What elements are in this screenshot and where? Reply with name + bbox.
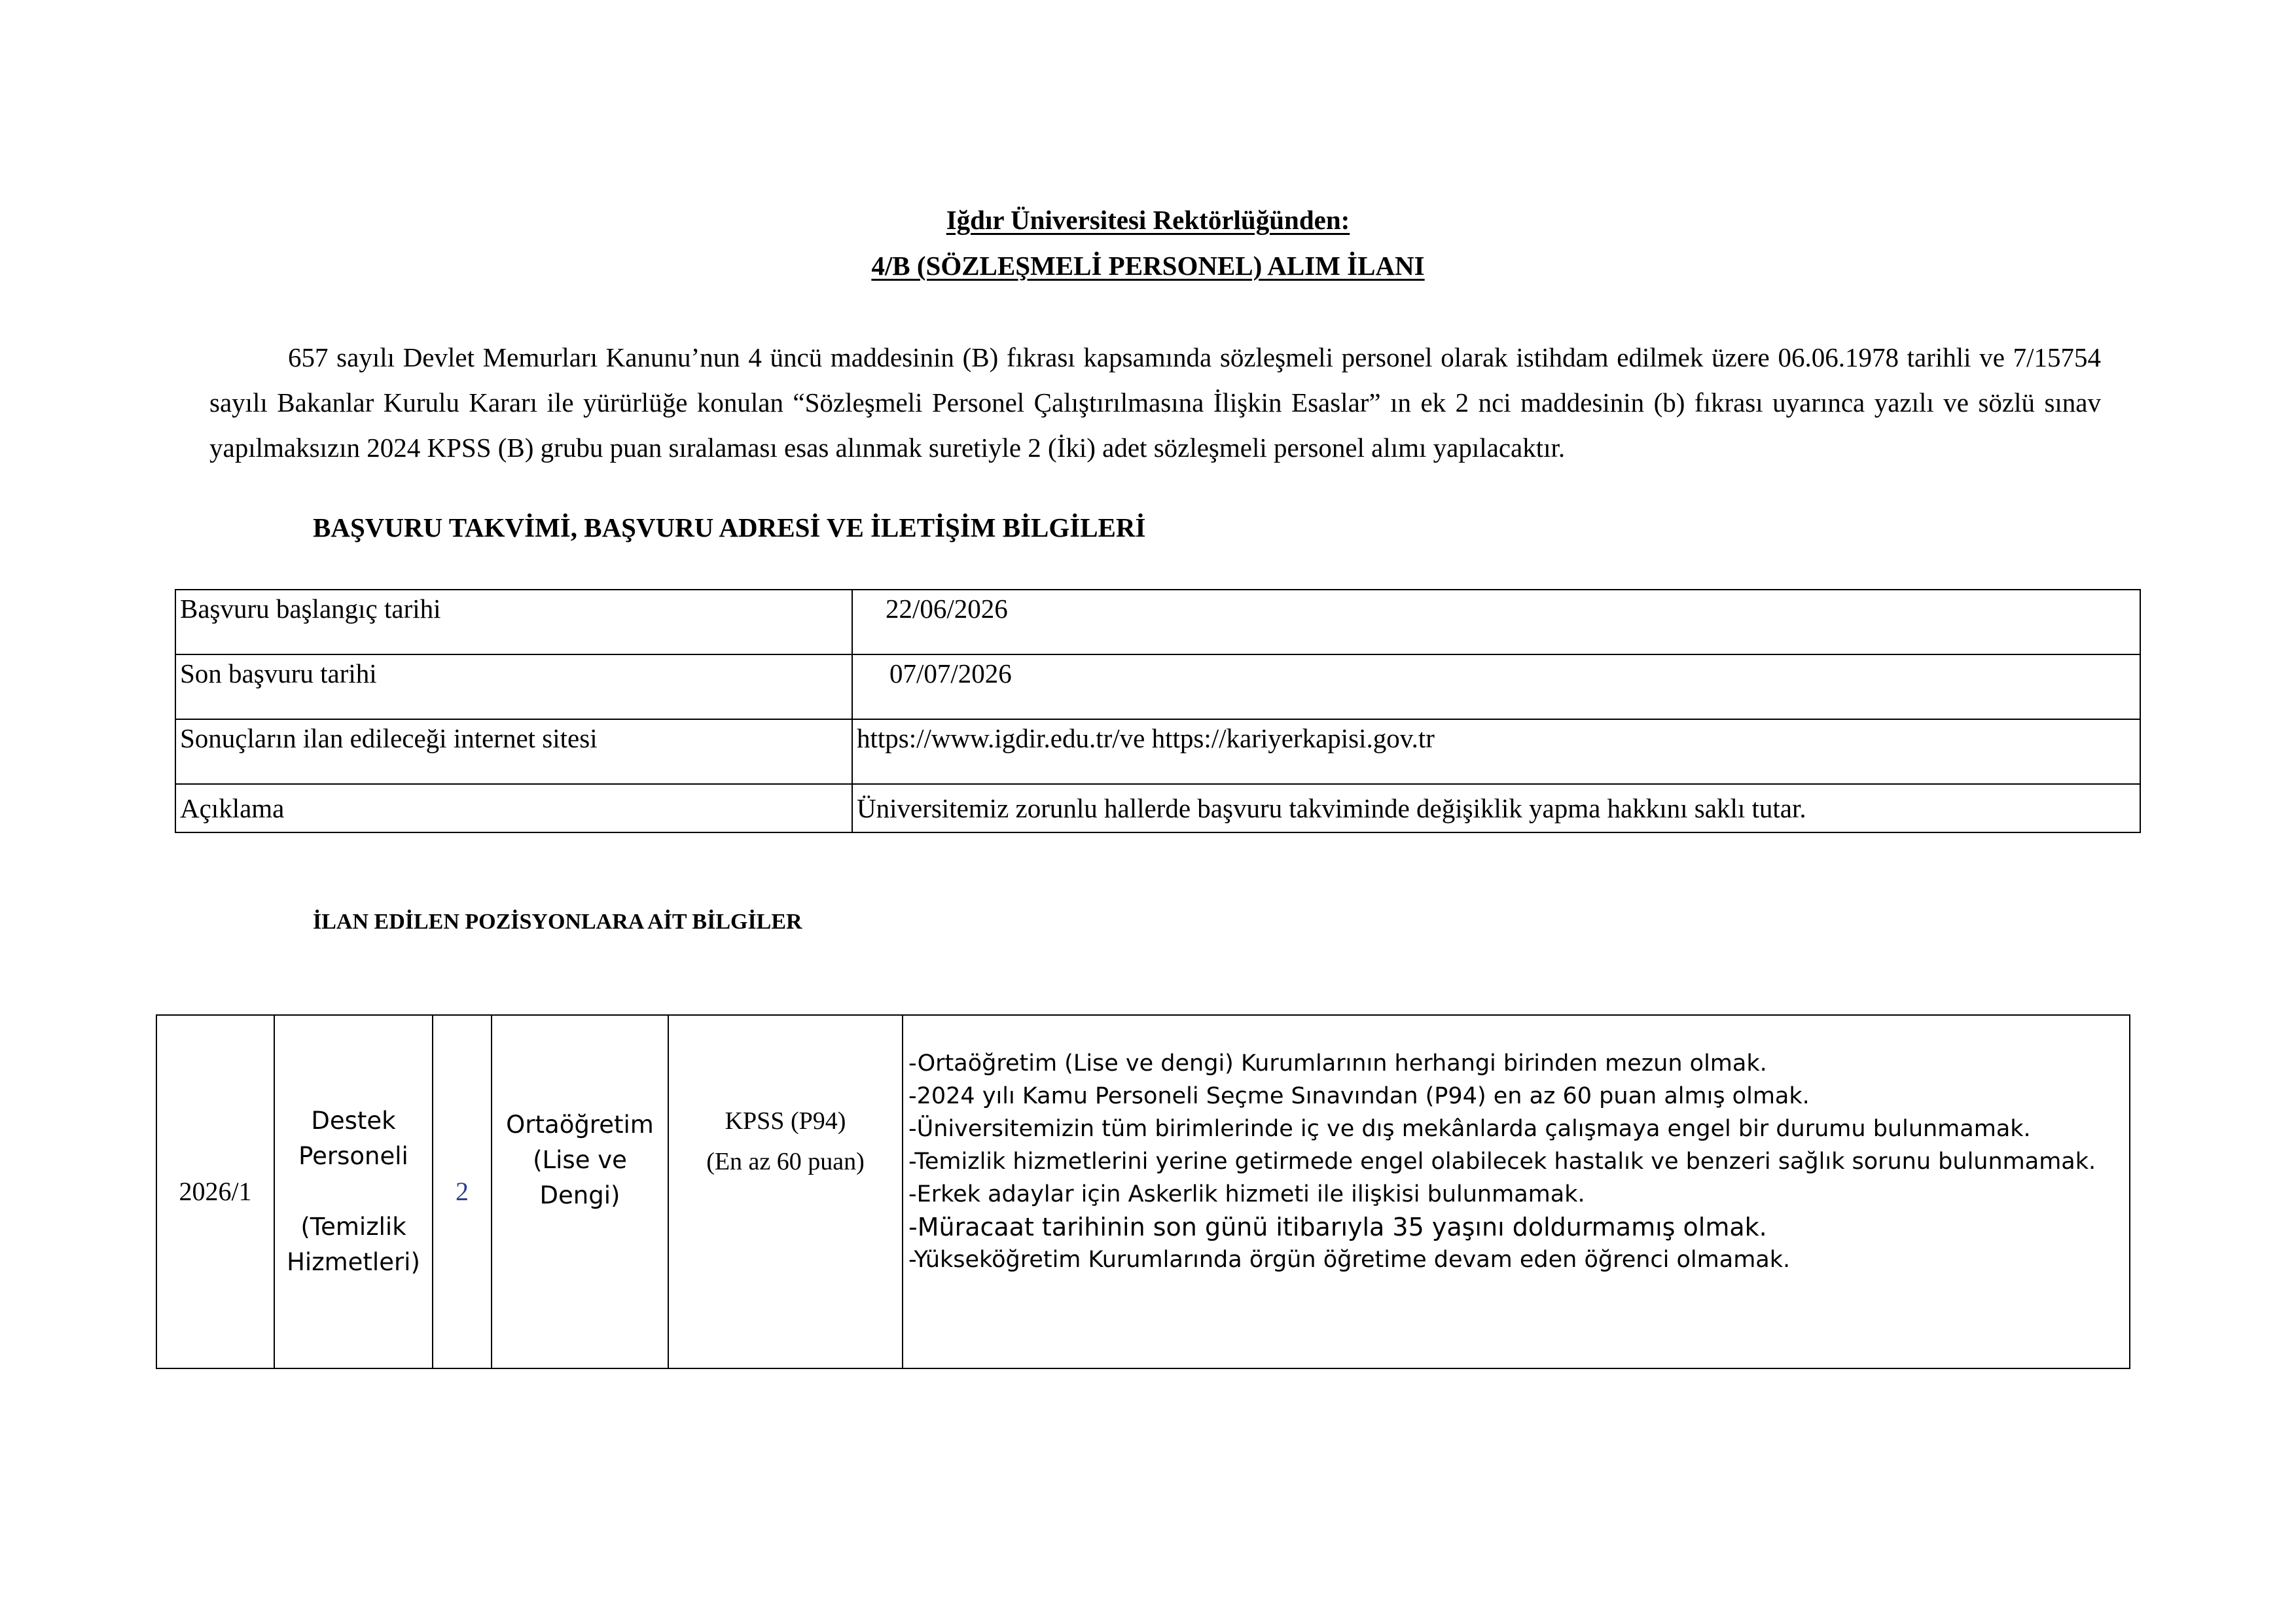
- requirement-item: -Temizlik hizmetlerini yerine getirmede engel olabilecek hastalık ve benzeri sağlık sorunu bulunmamak.: [908, 1149, 2096, 1175]
- schedule-table: [175, 589, 2141, 833]
- schedule-heading: BAŞVURU TAKVİMİ, BAŞVURU ADRESİ VE İLETİŞİM BİLGİLERİ: [313, 512, 1146, 543]
- score-line: KPSS (P94): [725, 1107, 846, 1135]
- results-website-value: https://www.igdir.edu.tr/ve https://kariyerkapisi.gov.tr: [852, 719, 2140, 784]
- schedule-label: Son başvuru tarihi: [175, 654, 852, 719]
- position-count: 2: [433, 1015, 492, 1368]
- schedule-label: Sonuçların ilan edileceği internet sitesi: [175, 719, 852, 784]
- schedule-value: Üniversitemiz zorunlu hallerde başvuru takviminde değişiklik yapma hakkını saklı tutar.: [852, 784, 2140, 832]
- position-title-line: Destek: [311, 1107, 396, 1135]
- position-title-line: (Temizlik: [300, 1213, 406, 1241]
- position-title: [274, 1015, 433, 1368]
- position-code: 2026/1: [156, 1015, 274, 1368]
- institution-title: Iğdır Üniversitesi Rektörlüğünden:: [946, 205, 1350, 235]
- education-line: (Lise ve: [533, 1146, 627, 1174]
- announcement-title: 4/B (SÖZLEŞMELİ PERSONEL) ALIM İLANI: [871, 251, 1425, 281]
- requirement-item: -2024 yılı Kamu Personeli Seçme Sınavından (P94) en az 60 puan almış olmak.: [908, 1083, 1810, 1109]
- table-row: [175, 654, 2140, 719]
- position-score: [668, 1015, 903, 1368]
- schedule-label: Açıklama: [175, 784, 852, 832]
- requirement-item: -Erkek adaylar için Askerlik hizmeti ile ilişkisi bulunmamak.: [908, 1181, 1585, 1207]
- table-row: [175, 784, 2140, 832]
- education-line: Dengi): [539, 1181, 620, 1209]
- score-line: (En az 60 puan): [706, 1148, 865, 1175]
- schedule-value: 07/07/2026: [852, 654, 2140, 719]
- table-row: [175, 590, 2140, 654]
- requirement-item: -Üniversitemizin tüm birimlerinde iç ve dış mekânlarda çalışmaya engel bir durumu bulunmamak.: [908, 1116, 2031, 1142]
- positions-table: [156, 1014, 2130, 1369]
- requirement-item: -Yükseköğretim Kurumlarında örgün öğretime devam eden öğrenci olmamak.: [908, 1247, 1791, 1273]
- requirement-item: -Ortaöğretim (Lise ve dengi) Kurumlarının herhangi birinden mezun olmak.: [908, 1050, 1767, 1077]
- education-line: Ortaöğretim: [506, 1111, 654, 1139]
- schedule-value: 22/06/2026: [852, 590, 2140, 654]
- intro-paragraph: 657 sayılı Devlet Memurları Kanunu’nun 4 üncü maddesinin (B) fıkrası kapsamında sözleşmeli personel olarak istihdam edilmek üzere 06.06.1978 tarihli ve 7/15754 sayılı Bakanlar Kurulu Kararı ile yürürlüğe konulan “Sözleşmeli Personel Çalıştırılmasına İlişkin Esaslar” ın ek 2 nci maddesinin (b) fıkrası uyarınca yazılı ve sözlü sınav yapılmaksızın 2024 KPSS (B) grubu puan sıralaması esas alınmak suretiyle 2 (İki) adet sözleşmeli personel alımı yapılacaktır.: [209, 342, 2101, 463]
- schedule-label: Başvuru başlangıç tarihi: [175, 590, 852, 654]
- table-row: [156, 1015, 2130, 1368]
- position-education: [492, 1015, 668, 1368]
- position-title-line: Hizmetleri): [287, 1248, 420, 1276]
- positions-heading: İLAN EDİLEN POZİSYONLARA AİT BİLGİLER: [313, 910, 802, 934]
- position-requirements: [903, 1015, 2130, 1368]
- position-title-line: Personeli: [298, 1142, 408, 1170]
- table-row: [175, 719, 2140, 784]
- requirement-item: -Müracaat tarihinin son günü itibarıyla 35 yaşını doldurmamış olmak.: [908, 1213, 1767, 1241]
